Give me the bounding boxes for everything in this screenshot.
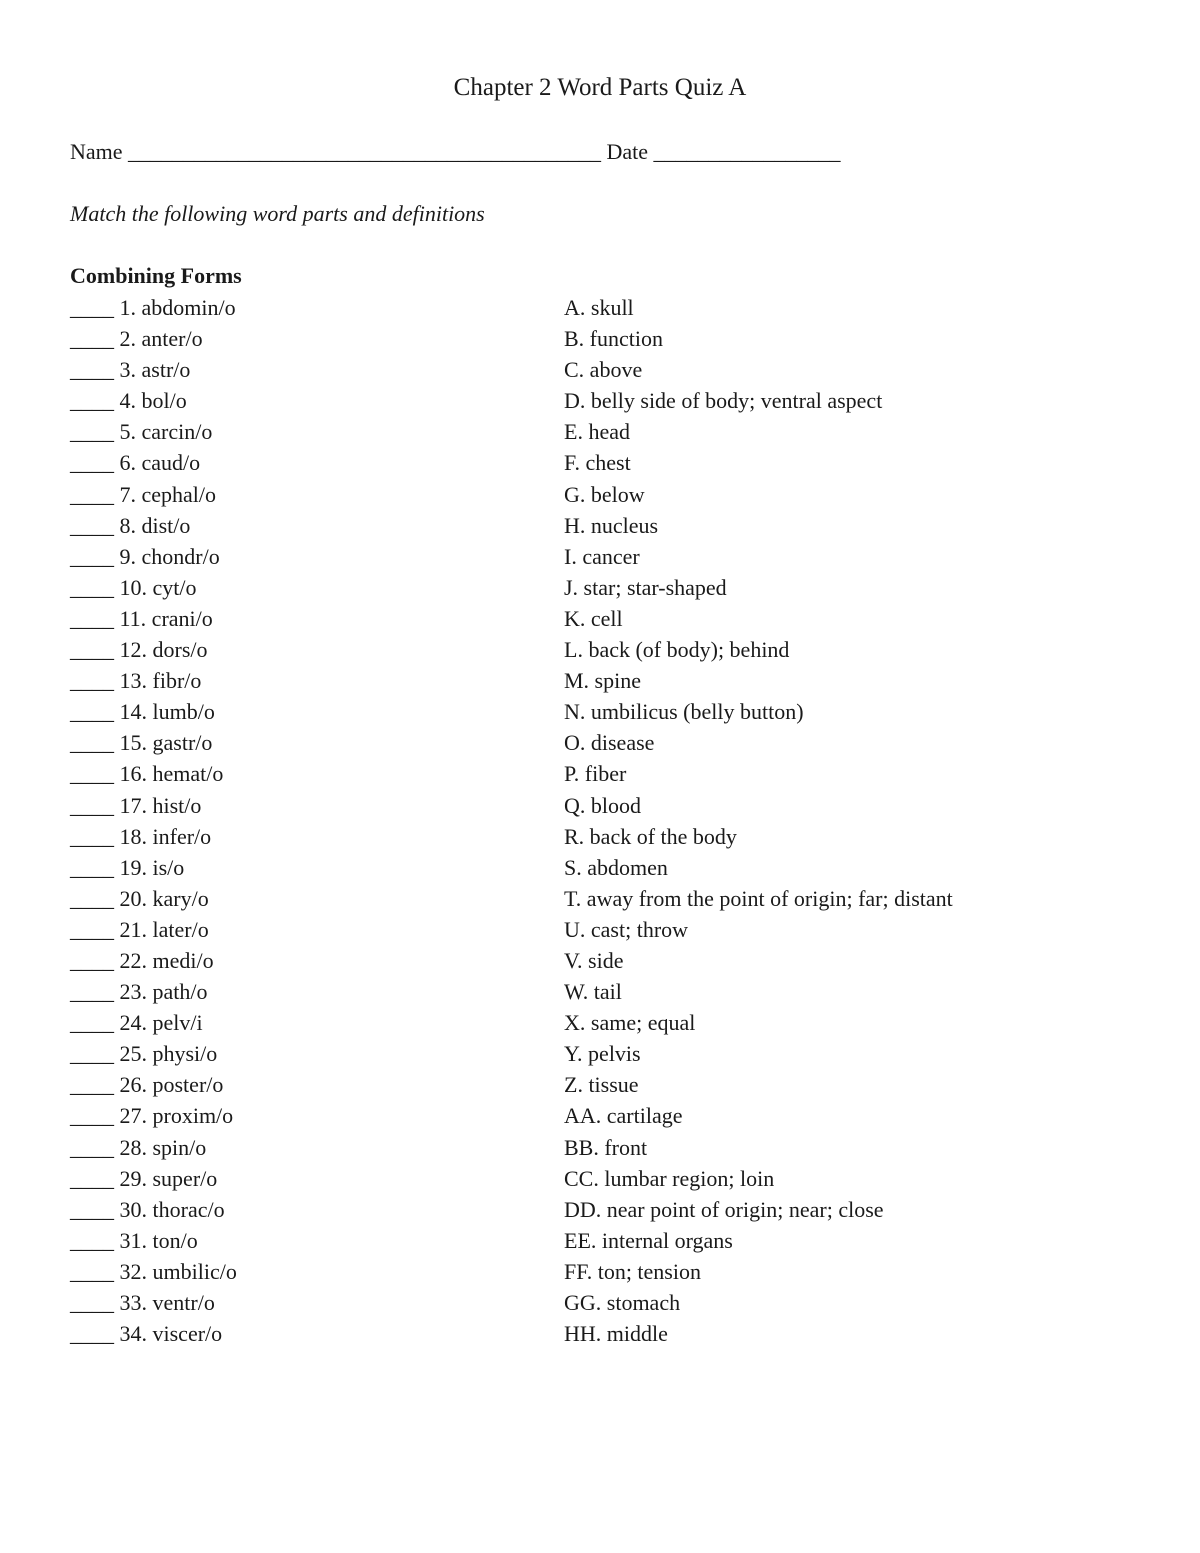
list-item <box>70 479 1170 510</box>
list-item <box>70 1163 1170 1194</box>
list-item <box>70 883 1170 914</box>
definition: W. tail <box>564 979 622 1005</box>
list-item <box>70 790 1170 821</box>
definition: P. fiber <box>564 761 627 787</box>
list-item <box>70 821 1170 852</box>
definition: Z. tissue <box>564 1072 639 1098</box>
word-part: ____ 3. astr/o <box>70 357 191 383</box>
word-part: ____ 5. carcin/o <box>70 419 213 445</box>
list-item <box>70 1069 1170 1100</box>
word-part: ____ 21. later/o <box>70 916 209 942</box>
matching-list <box>70 292 1170 1349</box>
definition: B. function <box>564 326 663 352</box>
list-item <box>70 416 1170 447</box>
definition: FF. ton; tension <box>564 1258 701 1284</box>
list-item <box>70 1256 1170 1287</box>
definition: C. above <box>564 357 643 383</box>
definition: U. cast; throw <box>564 916 689 942</box>
definition: GG. stomach <box>564 1290 681 1315</box>
definition: CC. lumbar region; loin <box>564 1165 775 1191</box>
word-part: ____ 32. umbilic/o <box>70 1258 237 1284</box>
definition: Y. pelvis <box>564 1041 641 1067</box>
definition: H. nucleus <box>564 512 659 538</box>
definition: F. chest <box>564 450 631 476</box>
definition: AA. cartilage <box>564 1103 683 1129</box>
word-part: ____ 29. super/o <box>70 1165 218 1191</box>
word-part: ____ 22. medi/o <box>70 947 214 973</box>
word-part: ____ 17. hist/o <box>70 792 202 818</box>
definition: Q. blood <box>564 792 641 818</box>
word-part: ____ 2. anter/o <box>70 326 203 352</box>
word-part: ____ 31. ton/o <box>70 1227 198 1253</box>
definition: EE. internal organs <box>564 1227 733 1253</box>
word-part: ____ 27. proxim/o <box>70 1103 234 1129</box>
list-item <box>70 758 1170 789</box>
list-item <box>70 1287 1170 1318</box>
list-item <box>70 1007 1170 1038</box>
list-item <box>70 696 1170 727</box>
definition: M. spine <box>564 668 641 694</box>
word-part: ____ 9. chondr/o <box>70 543 220 569</box>
word-part: ____ 28. spin/o <box>70 1134 207 1160</box>
page-title: Chapter 2 Word Parts Quiz A <box>453 74 747 101</box>
definition: N. umbilicus (belly button) <box>564 699 804 725</box>
list-item <box>70 385 1170 416</box>
word-part: ____ 24. pelv/i <box>70 1010 203 1036</box>
word-part: ____ 8. dist/o <box>70 512 191 538</box>
word-part: ____ 25. physi/o <box>70 1041 218 1067</box>
definition: J. star; star-shaped <box>564 574 727 600</box>
definition: R. back of the body <box>564 823 737 849</box>
word-part: ____ 10. cyt/o <box>70 574 197 600</box>
list-item <box>70 976 1170 1007</box>
definition: K. cell <box>564 605 623 631</box>
word-part: ____ 11. crani/o <box>70 605 213 631</box>
list-item <box>70 447 1170 478</box>
word-part: ____ 14. lumb/o <box>70 699 215 725</box>
word-part: ____ 18. infer/o <box>70 823 212 849</box>
list-item <box>70 914 1170 945</box>
word-part: ____ 13. fibr/o <box>70 668 202 694</box>
word-part: ____ 19. is/o <box>70 854 185 880</box>
definition: HH. middle <box>564 1321 668 1347</box>
section-title: Combining Forms <box>70 263 242 288</box>
list-item <box>70 603 1170 634</box>
definition: DD. near point of origin; near; close <box>564 1196 884 1222</box>
list-item <box>70 634 1170 665</box>
list-item <box>70 945 1170 976</box>
definition: X. same; equal <box>564 1010 696 1036</box>
definition: E. head <box>564 419 630 445</box>
word-part: ____ 16. hemat/o <box>70 761 224 787</box>
list-item <box>70 665 1170 696</box>
word-part: ____ 33. ventr/o <box>70 1290 215 1315</box>
list-item <box>70 1132 1170 1163</box>
definition: V. side <box>564 947 624 973</box>
word-part: ____ 20. kary/o <box>70 885 209 911</box>
word-part: ____ 12. dors/o <box>70 637 208 663</box>
word-part: ____ 15. gastr/o <box>70 730 213 756</box>
definition: I. cancer <box>564 543 640 569</box>
word-part: ____ 26. poster/o <box>70 1072 224 1098</box>
list-item <box>70 1038 1170 1069</box>
definition: A. skull <box>564 295 634 320</box>
definition: D. belly side of body; ventral aspect <box>564 388 883 414</box>
list-item <box>70 354 1170 385</box>
word-part: ____ 1. abdomin/o <box>70 295 236 320</box>
definition: T. away from the point of origin; far; distant <box>564 885 953 911</box>
word-part: ____ 4. bol/o <box>70 388 187 414</box>
list-item <box>70 541 1170 572</box>
definition: S. abdomen <box>564 854 668 880</box>
definition: L. back (of body); behind <box>564 637 790 663</box>
list-item <box>70 292 1170 323</box>
instructions: Match the following word parts and definitions <box>70 201 485 226</box>
list-item <box>70 852 1170 883</box>
list-item <box>70 510 1170 541</box>
name-date-line: Name ___________________________________________ Date _________________ <box>70 139 841 164</box>
word-part: ____ 34. viscer/o <box>70 1321 223 1347</box>
list-item <box>70 1194 1170 1225</box>
word-part: ____ 7. cephal/o <box>70 481 217 507</box>
list-item <box>70 1100 1170 1131</box>
definition: G. below <box>564 481 645 507</box>
list-item <box>70 727 1170 758</box>
word-part: ____ 23. path/o <box>70 979 208 1005</box>
list-item <box>70 1225 1170 1256</box>
list-item <box>70 572 1170 603</box>
list-item <box>70 323 1170 354</box>
definition: O. disease <box>564 730 655 756</box>
word-part: ____ 6. caud/o <box>70 450 201 476</box>
definition: BB. front <box>564 1134 648 1160</box>
list-item <box>70 1318 1170 1349</box>
word-part: ____ 30. thorac/o <box>70 1196 225 1222</box>
